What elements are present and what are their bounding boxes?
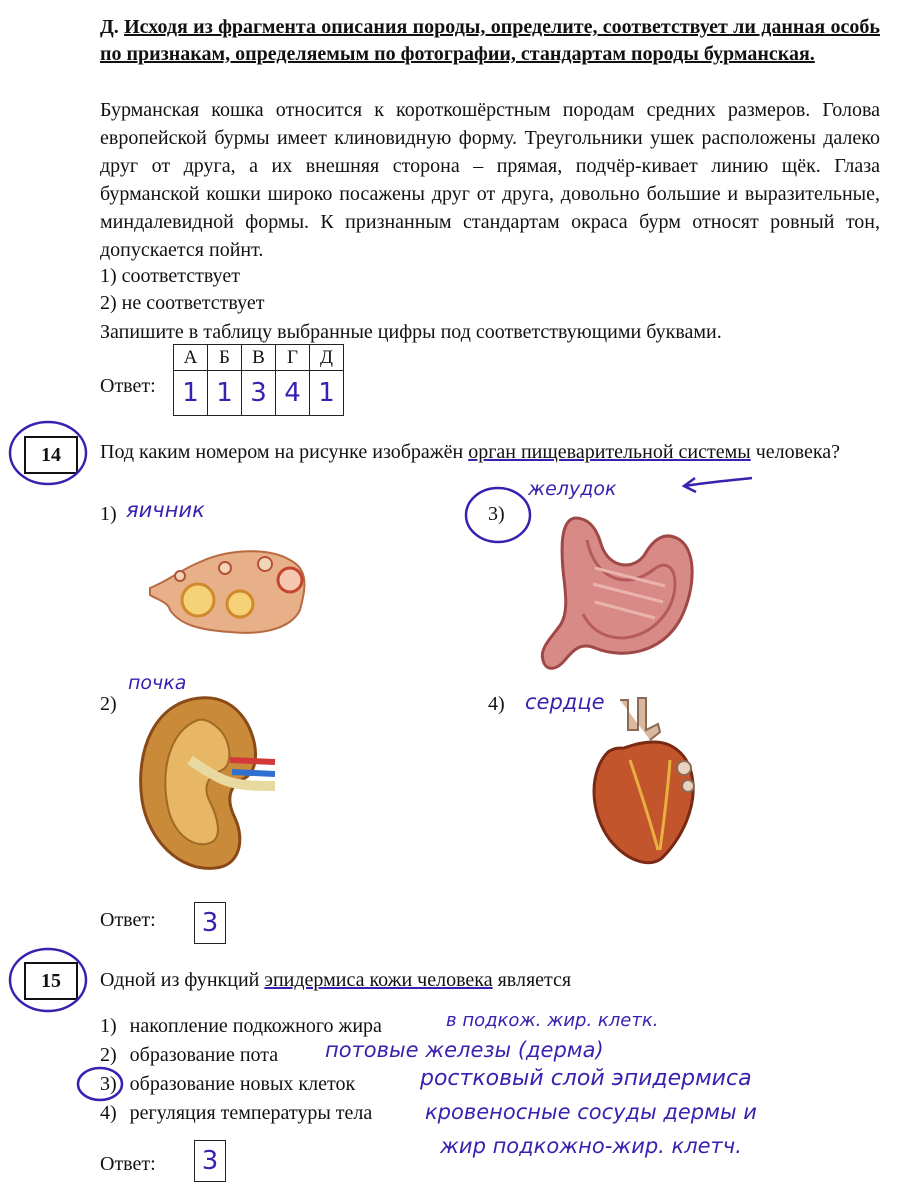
task-d-heading: [100, 14, 880, 68]
option-text: образование пота: [129, 1044, 279, 1066]
option-text: образование новых клеток: [129, 1073, 356, 1095]
answer-label-d: Ответ:: [100, 375, 156, 397]
note-option-1: в подкож. жир. клетк.: [446, 1010, 659, 1031]
option-1: 1) соответствует: [100, 265, 240, 287]
note-option-4: кровеносные сосуды дермы и: [425, 1100, 757, 1124]
label-4: 4): [488, 693, 505, 715]
table-cell[interactable]: 3: [242, 371, 276, 416]
table-header: А: [174, 345, 208, 371]
table-instruction: Запишите в таблицу выбранные цифры под соответствующими буквами.: [100, 321, 722, 343]
table-header: Б: [208, 345, 242, 371]
table-cell[interactable]: 1: [310, 371, 344, 416]
task-14-number: 14: [24, 436, 78, 474]
task-15-question: [100, 966, 571, 994]
task-d-letter: Д.: [100, 16, 119, 38]
ovary-image: [140, 540, 320, 640]
answer-table: [173, 344, 344, 416]
note-option-3: ростковый слой эпидермиса: [420, 1066, 752, 1091]
answer-box-14[interactable]: 3: [194, 902, 226, 944]
task-d-question: Исходя из фрагмента описания породы, определите, соответствует ли данная особь по признакам, определяемым по фотографии, стандартам породы бурманская.: [100, 16, 880, 65]
table-cell[interactable]: 4: [276, 371, 310, 416]
stomach-image: [535, 510, 705, 680]
q15-part: Одной из функций: [100, 969, 265, 991]
breed-description: Бурманская кошка относится к короткошёрстным породам средних размеров. Голова европейской бурмы имеет клиновидную форму. Треугольники ушек расположены далеко друг от друга, а их внешняя сторона – прямая, подчёр-кивает линию щёк. Глаза бурманской кошки широко посажены друг от друга, довольно большие и выразительные, миндалевидной формы. К признанным стандартам окраса бурм относят ровный тон, допускается пойнт.: [100, 99, 880, 261]
q14-part: человека?: [750, 441, 841, 463]
q15-part: является: [492, 969, 572, 991]
answer-label-14: Ответ:: [100, 909, 156, 931]
task-15-number: 15: [24, 962, 78, 1000]
note-heart: сердце: [525, 690, 605, 714]
note-kidney: почка: [128, 672, 187, 694]
table-cell[interactable]: 1: [174, 371, 208, 416]
option-row: [100, 1041, 278, 1069]
arrow-head-icon: [684, 478, 696, 492]
label-2: 2): [100, 693, 117, 715]
option-row: [100, 1012, 382, 1040]
answer-label-15: Ответ:: [100, 1153, 156, 1175]
q14-underlined: орган пищеварительной системы: [468, 441, 751, 463]
note-option-2: потовые железы (дерма): [325, 1038, 604, 1062]
option-num: 4): [100, 1102, 117, 1124]
table-header: В: [242, 345, 276, 371]
arrow-icon: [685, 478, 752, 486]
heart-image: [580, 690, 710, 870]
task-14-question: [100, 438, 880, 466]
table-header: Г: [276, 345, 310, 371]
note-ovary: яичник: [126, 498, 205, 522]
note-option-4-cont: жир подкожно-жир. клетч.: [440, 1134, 742, 1158]
option-num: 3): [100, 1073, 117, 1095]
table-cell[interactable]: 1: [208, 371, 242, 416]
option-num: 1): [100, 1015, 117, 1037]
kidney-image: [130, 690, 280, 880]
option-row: [100, 1099, 372, 1127]
option-num: 2): [100, 1044, 117, 1066]
option-text: регуляция температуры тела: [129, 1102, 373, 1124]
option-2: 2) не соответствует: [100, 292, 265, 314]
table-header: Д: [310, 345, 344, 371]
q15-underlined: эпидермиса кожи человека: [264, 969, 493, 991]
option-row: [100, 1070, 355, 1098]
label-1: 1): [100, 503, 117, 525]
label-3: 3): [488, 503, 505, 525]
q14-part: Под каким номером на рисунке изображён: [100, 441, 469, 463]
answer-box-15[interactable]: 3: [194, 1140, 226, 1182]
option-text: накопление подкожного жира: [129, 1015, 382, 1037]
note-stomach: желудок: [528, 478, 617, 500]
